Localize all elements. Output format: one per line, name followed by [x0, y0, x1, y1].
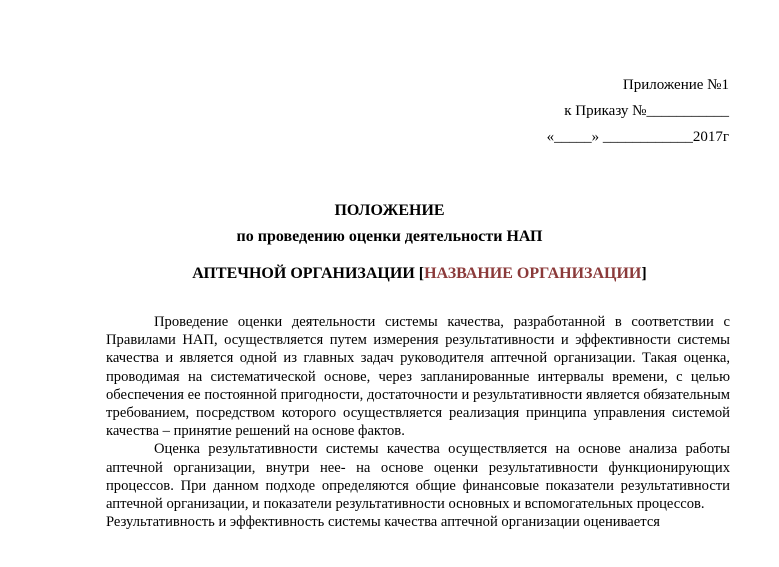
- appendix-header: [547, 72, 729, 150]
- document-body: [106, 313, 730, 531]
- paragraph-3: Результативность и эффективность системы качества аптечной организации оценивается: [106, 514, 661, 531]
- organization-prefix: АПТЕЧНОЙ ОРГАНИЗАЦИИ [: [192, 265, 425, 282]
- order-number: к Приказу №___________: [564, 103, 729, 119]
- paragraph-2: Оценка результативности системы качества осуществляется на основе анализа работы аптечной организации, внутри нее- на основе оценки результативности функционирующих процессов. При данном подходе определяются общие финансовые показатели результативности аптечной организации, и показатели результативности основных и вспомогательных процессов.: [106, 441, 730, 513]
- appendix-number: Приложение №1: [622, 77, 729, 93]
- document-subtitle: по проведению оценки деятельности НАП: [236, 228, 543, 245]
- organization-suffix: ]: [641, 265, 647, 282]
- organization-name-placeholder: НАЗВАНИЕ ОРГАНИЗАЦИИ: [424, 265, 642, 282]
- document-title: ПОЛОЖЕНИЕ: [334, 202, 445, 219]
- organization-title: [0, 264, 779, 284]
- paragraph-1: Проведение оценки деятельности системы качества, разработанной в соответствии с Правилами НАП, осуществляется путем измерения результативности и эффективности системы качества и является одной из главных задач руководителя аптечной организации. Такая оценка, проводимая на систематической основе, через запланированные интервалы времени, с целью обеспечения ее постоянной пригодности, достаточности и результативности является обязательным требованием, посредством которого осуществляется реализация принципа управления системой качества – принятие решений на основе фактов.: [106, 314, 730, 440]
- order-date: «_____» ____________2017г: [546, 129, 729, 145]
